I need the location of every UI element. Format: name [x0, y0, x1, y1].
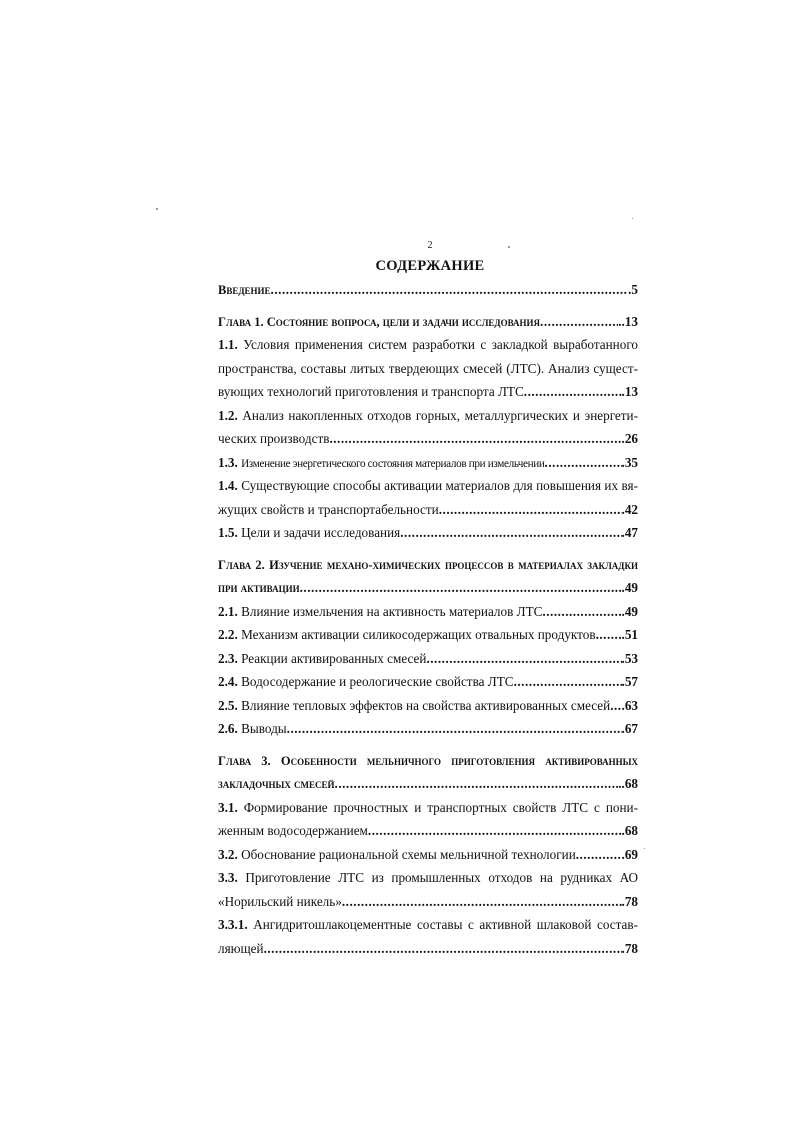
toc-entry-number: 1.4.	[218, 478, 238, 493]
toc-page-number: ..13	[618, 313, 638, 329]
dot-leader	[426, 647, 621, 671]
table-of-contents	[218, 278, 638, 960]
dot-leader	[300, 576, 622, 600]
toc-page-number: .5	[628, 282, 638, 297]
dot-leader	[439, 498, 622, 522]
scan-speck	[632, 218, 633, 219]
toc-entry-label: Введение	[218, 283, 271, 297]
toc-entry-text: Влияние измельчения на активность материалов ЛТС	[241, 603, 543, 619]
toc-entry-number: 1.1.	[218, 337, 238, 352]
toc-entry-intro	[218, 278, 638, 302]
toc-chapter-1	[218, 310, 638, 334]
toc-page-number: .26	[621, 431, 638, 446]
toc-entry-number: 2.2.	[218, 627, 238, 642]
scan-speck	[644, 848, 645, 849]
toc-entry-3-1	[218, 796, 638, 820]
toc-page-number: .67	[621, 721, 638, 736]
toc-entry-number: 2.6.	[218, 721, 238, 736]
toc-entry-3-3-1	[218, 913, 638, 937]
toc-entry-number: 3.2.	[218, 846, 238, 862]
dot-leader	[514, 670, 622, 694]
dot-leader	[368, 819, 622, 843]
toc-entry-number: 3.3.1.	[218, 917, 248, 932]
scan-speck	[156, 208, 158, 210]
toc-page-number: .35	[621, 454, 638, 470]
dot-leader	[545, 451, 622, 475]
dot-leader	[524, 380, 622, 404]
toc-chapter-label: при активации	[218, 581, 300, 595]
toc-entry-number: 1.3.	[218, 454, 238, 470]
dot-leader	[287, 717, 622, 741]
toc-chapter-3-end	[218, 772, 638, 796]
scan-speck	[508, 246, 510, 248]
toc-page-number: .63	[621, 697, 638, 713]
toc-entry-number: 2.4.	[218, 674, 238, 689]
toc-entry-text: женным водосодержанием	[218, 823, 368, 838]
page-number: 2	[427, 240, 433, 251]
toc-entry-text: Реакции активированных смесей	[241, 650, 427, 666]
toc-entry-1-5	[218, 521, 638, 545]
toc-entry-text: Приготовление ЛТС из промышленных отходов на рудниках АО	[245, 870, 638, 885]
toc-chapter-label: закладочных смесей	[218, 777, 335, 791]
toc-page-number: .78	[621, 940, 638, 956]
toc-entry-number: 3.3.	[218, 870, 238, 885]
dot-leader	[335, 772, 619, 796]
toc-entry-text: Обоснование рациональной схемы мельничной технологии	[241, 846, 576, 862]
dot-leader	[576, 843, 622, 867]
toc-page-number: ..68	[618, 776, 638, 791]
toc-entry-number: 1.2.	[218, 407, 238, 423]
toc-entry-text: ческих производств	[218, 431, 330, 446]
toc-entry-1-4	[218, 474, 638, 498]
toc-entry-1-1-end	[218, 380, 638, 404]
toc-entry-2-6	[218, 717, 638, 741]
toc-entry-1-3	[218, 451, 638, 475]
page-title: СОДЕРЖАНИЕ	[375, 258, 485, 274]
dot-leader	[540, 310, 618, 334]
toc-entry-3-3	[218, 866, 638, 890]
toc-entry-text: Влияние тепловых эффектов на свойства активированных смесей	[241, 697, 611, 713]
toc-page-number: .49	[621, 603, 638, 619]
toc-entry-number: 2.1.	[218, 603, 238, 619]
toc-entry-text: Ангидритошлакоцементные составы с активной шлаковой состав-	[253, 917, 638, 932]
toc-entry-text: ляющей	[218, 940, 264, 956]
toc-entry-text: Условия применения систем разработки с закладкой выработанного	[243, 337, 638, 352]
dot-leader	[610, 694, 621, 718]
toc-entry-3-1-end	[218, 819, 638, 843]
dot-leader	[342, 890, 622, 914]
toc-entry-1-1	[218, 333, 638, 357]
toc-chapter-2-end	[218, 576, 638, 600]
toc-entry-2-3	[218, 647, 638, 671]
toc-entry-1-1-cont	[218, 357, 638, 381]
dot-leader	[264, 937, 622, 961]
toc-entry-1-2-end	[218, 427, 638, 451]
toc-entry-text: Анализ накопленных отходов горных, металлургических и энергети-	[242, 407, 638, 423]
dot-leader	[542, 600, 621, 624]
toc-chapter-label: Глава 3. Особенности мельничного приготовления активированных	[218, 753, 638, 768]
toc-chapter-2	[218, 553, 638, 577]
toc-entry-2-4	[218, 670, 638, 694]
dot-leader	[596, 623, 622, 647]
toc-page-number: .68	[621, 823, 638, 838]
toc-entry-text: «Норильский никель»	[218, 893, 342, 909]
toc-entry-text: жущих свойств и транспортабельности	[218, 501, 439, 517]
toc-page-number: .53	[621, 650, 638, 666]
toc-entry-1-4-end	[218, 498, 638, 522]
toc-page-number: .42	[621, 501, 638, 517]
toc-entry-1-2	[218, 404, 638, 428]
toc-page-number: .78	[621, 893, 638, 909]
toc-entry-3-2	[218, 843, 638, 867]
toc-entry-text: пространства, составы литых твердеющих смесей (ЛТС). Анализ сущест-	[218, 360, 638, 376]
toc-page-number: .13	[621, 384, 638, 399]
toc-entry-number: 2.3.	[218, 650, 238, 666]
toc-entry-text: вующих технологий приготовления и транспорта ЛТС	[218, 384, 524, 399]
toc-entry-2-5	[218, 694, 638, 718]
toc-chapter-label: Глава 2. Изучение механо-химических процессов в материалах закладки	[218, 557, 638, 572]
toc-chapter-label: Глава 1. Состояние вопроса, цели и задачи исследования	[218, 314, 541, 329]
toc-page-number: .51	[621, 627, 638, 642]
toc-page-number: .57	[621, 674, 638, 689]
toc-entry-text: Существующие способы активации материалов для повышения их вя-	[241, 478, 638, 493]
toc-chapter-3	[218, 749, 638, 773]
dot-leader	[329, 427, 621, 451]
toc-entry-3-3-1-end	[218, 937, 638, 961]
toc-page-number: .47	[621, 525, 638, 540]
toc-entry-3-3-end	[218, 890, 638, 914]
toc-entry-number: 1.5.	[218, 525, 238, 540]
dot-leader	[400, 521, 621, 545]
toc-entry-text: Механизм активации силикосодержащих отвальных продуктов	[241, 627, 596, 642]
toc-entry-2-1	[218, 600, 638, 624]
toc-entry-text: Водосодержание и реологические свойства ЛТС	[241, 674, 514, 689]
toc-entry-text: Выводы	[241, 721, 287, 736]
toc-page-number: .69	[621, 846, 638, 862]
toc-entry-text: Формирование прочностных и транспортных свойств ЛТС с пони-	[243, 799, 638, 815]
dot-leader	[271, 278, 629, 302]
toc-entry-number: 3.1.	[218, 799, 238, 815]
toc-page-number: .49	[621, 580, 638, 595]
toc-entry-text: Изменение энергетического состояния материалов при измельчении	[241, 457, 545, 470]
toc-entry-number: 2.5.	[218, 697, 238, 713]
toc-entry-2-2	[218, 623, 638, 647]
toc-entry-text: Цели и задачи исследования	[241, 525, 401, 540]
